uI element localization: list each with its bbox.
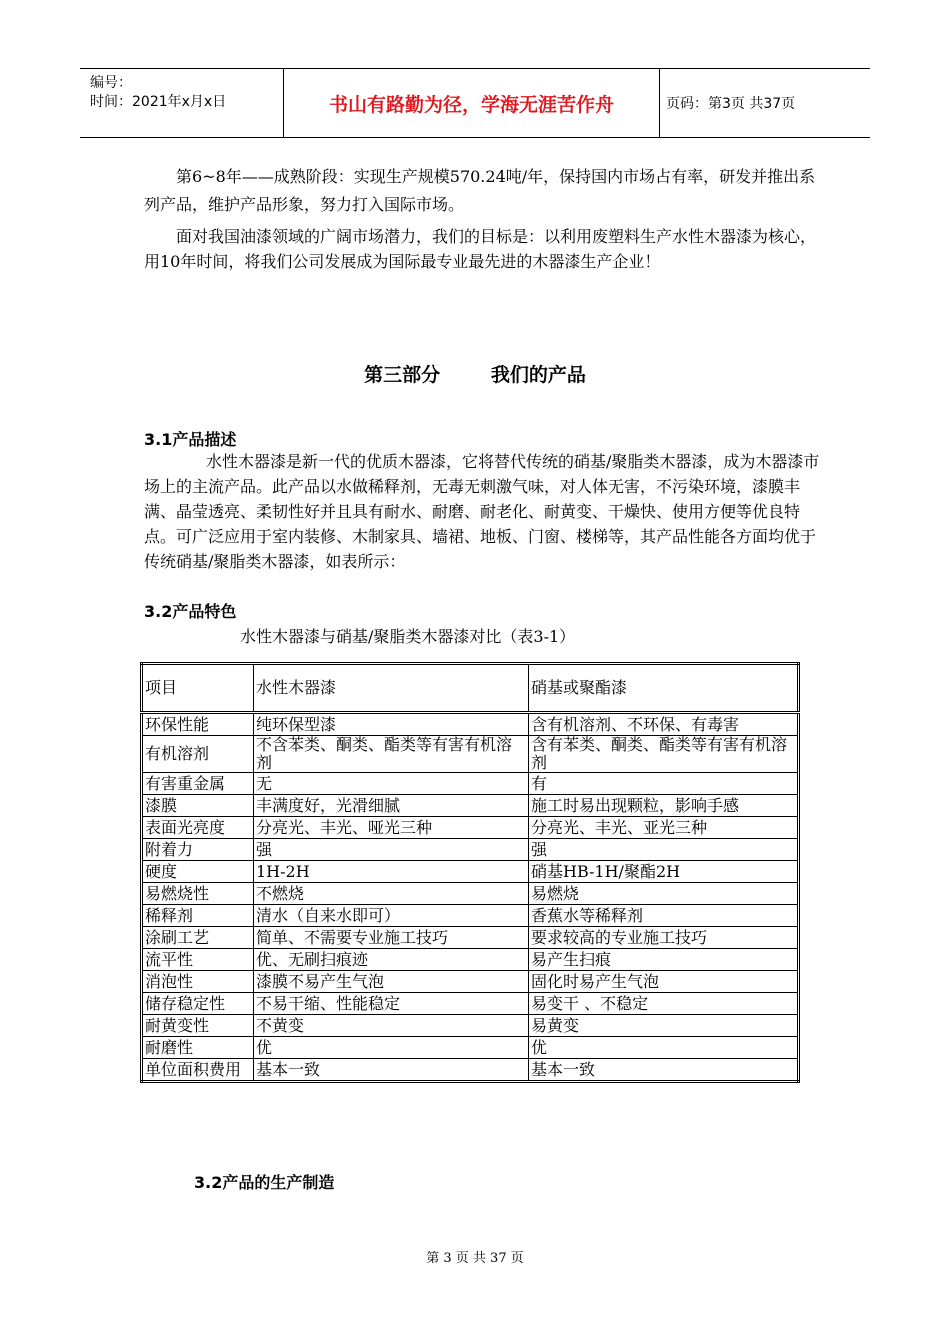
table-cell: 含有苯类、酮类、酯类等有害有机溶剂 bbox=[529, 736, 799, 773]
table-cell: 强 bbox=[254, 839, 529, 861]
table-cell: 漆膜 bbox=[142, 795, 254, 817]
table-row bbox=[142, 1059, 799, 1082]
table-cell: 易黄变 bbox=[529, 1015, 799, 1037]
heading-3-2: 3.2产品特色 bbox=[144, 602, 237, 621]
table-header-row bbox=[142, 664, 799, 713]
table-cell: 易变干 、不稳定 bbox=[529, 993, 799, 1015]
table-row bbox=[142, 861, 799, 883]
table-row bbox=[142, 905, 799, 927]
table-row bbox=[142, 949, 799, 971]
table-row bbox=[142, 1037, 799, 1059]
table-cell: 分亮光、丰光、哑光三种 bbox=[254, 817, 529, 839]
table-cell: 硝基HB-1H/聚酯2H bbox=[529, 861, 799, 883]
table-cell: 无 bbox=[254, 773, 529, 795]
table-cell: 要求较高的专业施工技巧 bbox=[529, 927, 799, 949]
table-cell: 易燃烧 bbox=[529, 883, 799, 905]
table-cell: 涂刷工艺 bbox=[142, 927, 254, 949]
table-cell: 不燃烧 bbox=[254, 883, 529, 905]
table-row bbox=[142, 839, 799, 861]
table-cell: 简单、不需要专业施工技巧 bbox=[254, 927, 529, 949]
table-cell: 漆膜不易产生气泡 bbox=[254, 971, 529, 993]
heading-3-2-manufacturing: 3.2产品的生产制造 bbox=[194, 1173, 335, 1192]
heading-3-1: 3.1产品描述 bbox=[144, 430, 237, 449]
table-cell: 环保性能 bbox=[142, 713, 254, 736]
table-cell: 有害重金属 bbox=[142, 773, 254, 795]
table-row bbox=[142, 883, 799, 905]
table-header-cell: 水性木器漆 bbox=[254, 664, 529, 713]
table-cell: 流平性 bbox=[142, 949, 254, 971]
table-cell: 易产生扫痕 bbox=[529, 949, 799, 971]
table-cell: 稀释剂 bbox=[142, 905, 254, 927]
header-meta bbox=[90, 74, 226, 112]
table-cell: 表面光亮度 bbox=[142, 817, 254, 839]
table-header-cell: 项目 bbox=[142, 664, 254, 713]
table-row bbox=[142, 773, 799, 795]
table-cell: 香蕉水等稀释剂 bbox=[529, 905, 799, 927]
table-row bbox=[142, 817, 799, 839]
product-description: 水性木器漆是新一代的优质木器漆，它将替代传统的硝基/聚脂类木器漆，成为木器漆市场上的主流产品。此产品以水做稀释剂，无毒无刺激气味，对人体无害，不污染环境，漆膜丰满、晶莹透亮、柔韧性好并且具有耐水、耐磨、耐老化、耐黄变、干燥快、使用方便等优良特点。可广泛应用于室内装修、木制家具、墙裙、地板、门窗、楼梯等，其产品性能各方面均优于传统硝基/聚脂类木器漆，如表所示： bbox=[144, 452, 820, 571]
table-cell: 单位面积费用 bbox=[142, 1059, 254, 1082]
table-cell: 耐磨性 bbox=[142, 1037, 254, 1059]
table-row bbox=[142, 1015, 799, 1037]
header-date: 时间：2021年x月x日 bbox=[90, 94, 227, 110]
header-motto: 书山有路勤为径，学海无涯苦作舟 bbox=[283, 69, 660, 137]
page-header bbox=[80, 68, 870, 138]
table-row bbox=[142, 993, 799, 1015]
table-row bbox=[142, 713, 799, 736]
table-cell: 含有机溶剂、不环保、有毒害 bbox=[529, 713, 799, 736]
table-cell: 耐黄变性 bbox=[142, 1015, 254, 1037]
table-cell: 分亮光、丰光、亚光三种 bbox=[529, 817, 799, 839]
table-cell: 有机溶剂 bbox=[142, 736, 254, 773]
table-cell: 易燃烧性 bbox=[142, 883, 254, 905]
table-cell: 优、无刷扫痕迹 bbox=[254, 949, 529, 971]
table-cell: 丰满度好，光滑细腻 bbox=[254, 795, 529, 817]
table-cell: 固化时易产生气泡 bbox=[529, 971, 799, 993]
table-cell: 优 bbox=[529, 1037, 799, 1059]
table-cell: 不含苯类、酮类、酯类等有害有机溶剂 bbox=[254, 736, 529, 773]
table-row bbox=[142, 927, 799, 949]
table-caption: 水性木器漆与硝基/聚脂类木器漆对比（表3-1） bbox=[240, 627, 576, 646]
table-cell: 储存稳定性 bbox=[142, 993, 254, 1015]
table-cell: 强 bbox=[529, 839, 799, 861]
section-part: 第三部分 bbox=[364, 364, 441, 386]
page-footer: 第 3 页 共 37 页 bbox=[426, 1251, 524, 1266]
table-cell: 附着力 bbox=[142, 839, 254, 861]
section-name: 我们的产品 bbox=[490, 364, 586, 386]
comparison-table bbox=[140, 662, 800, 1083]
table-header-cell: 硝基或聚酯漆 bbox=[529, 664, 799, 713]
table-cell: 施工时易出现颗粒，影响手感 bbox=[529, 795, 799, 817]
table-cell: 有 bbox=[529, 773, 799, 795]
table-row bbox=[142, 736, 799, 773]
intro-paragraph-1: 第6~8年——成熟阶段：实现生产规模570.24吨/年，保持国内市场占有率，研发并推出系列产品，维护产品形象，努力打入国际市场。 bbox=[144, 167, 816, 214]
table-cell: 1H-2H bbox=[254, 861, 529, 883]
table-cell: 清水（自来水即可） bbox=[254, 905, 529, 927]
intro-paragraph-2: 面对我国油漆领域的广阔市场潜力，我们的目标是：以利用废塑料生产水性木器漆为核心，用10年时间，将我们公司发展成为国际最专业最先进的木器漆生产企业！ bbox=[144, 227, 817, 271]
table-cell: 硬度 bbox=[142, 861, 254, 883]
table-cell: 纯环保型漆 bbox=[254, 713, 529, 736]
table-cell: 消泡性 bbox=[142, 971, 254, 993]
header-serial: 编号： bbox=[90, 75, 132, 91]
header-page-number: 页码：第3页 共37页 bbox=[666, 96, 796, 112]
table-cell: 基本一致 bbox=[529, 1059, 799, 1082]
table-cell: 不黄变 bbox=[254, 1015, 529, 1037]
table-row bbox=[142, 971, 799, 993]
table-cell: 优 bbox=[254, 1037, 529, 1059]
table-cell: 不易干缩、性能稳定 bbox=[254, 993, 529, 1015]
table-cell: 基本一致 bbox=[254, 1059, 529, 1082]
section-title bbox=[0, 360, 950, 387]
table-row bbox=[142, 795, 799, 817]
